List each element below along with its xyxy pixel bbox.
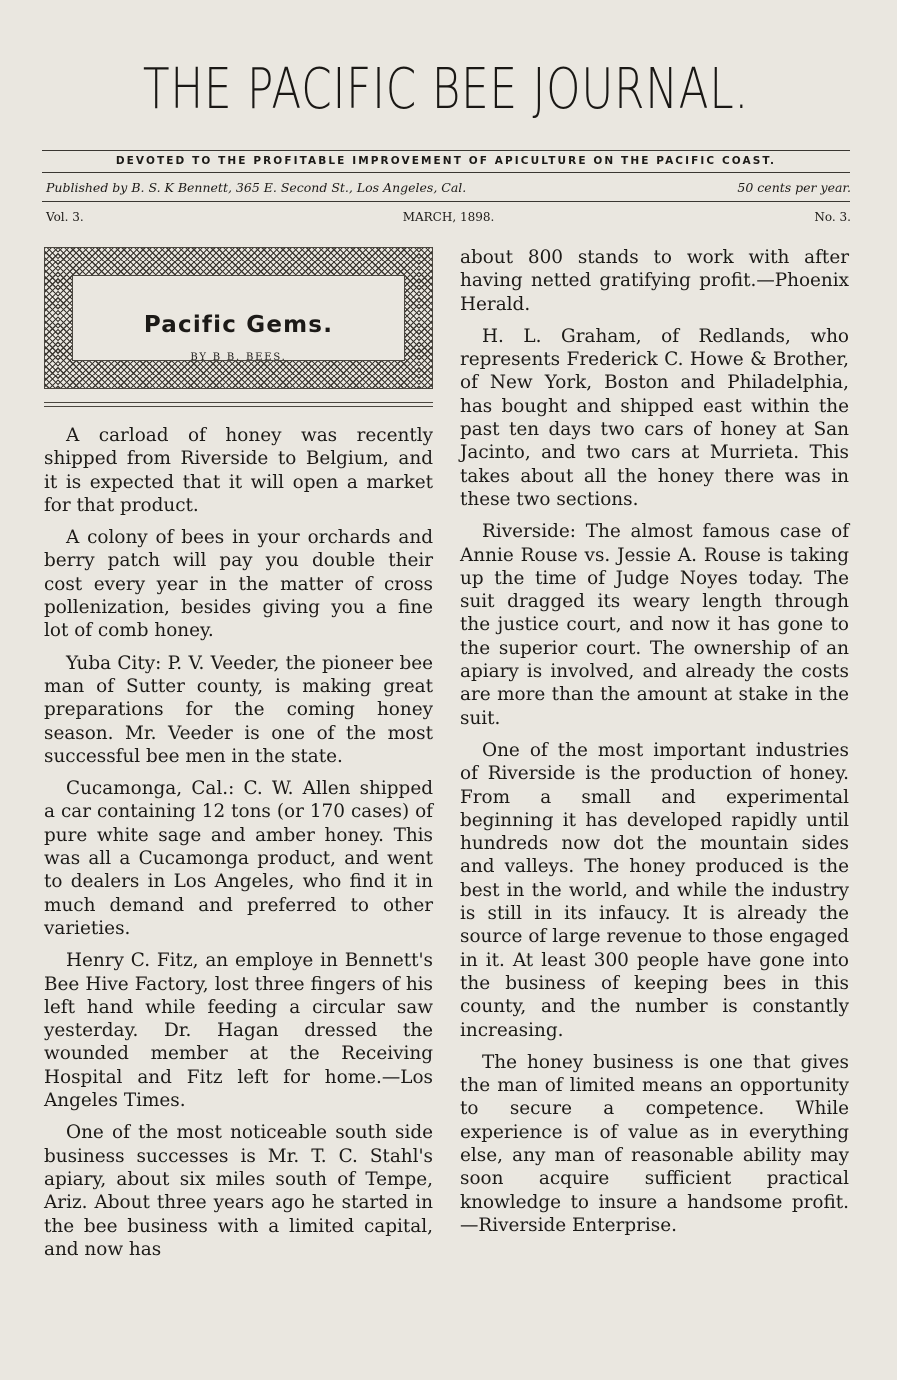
article-column-left xyxy=(44,424,433,1270)
publisher-rule xyxy=(42,201,850,202)
subscription-price: 50 cents per year. xyxy=(737,180,851,195)
paragraph: Henry C. Fitz, an employe in Bennett's Bee Hive Factory, lost three fingers of his left hand while feeding a circular saw yesterday. Dr. Hagan dressed the wounded member at the Receiving Hospital and Fitz left for home.—Los Angeles Times. xyxy=(44,950,433,1112)
paragraph: A carload of honey was recently shipped from Riverside to Belgium, and it is expected that it will open a market for that product. xyxy=(44,425,433,516)
section-ornament-frame xyxy=(44,247,433,389)
section-byline: BY B B. BEES. xyxy=(190,352,287,363)
journal-title: THE PACIFIC BEE JOURNAL. xyxy=(142,57,750,122)
section-title: Pacific Gems. xyxy=(143,312,334,338)
volume-label: Vol. 3. xyxy=(46,210,84,224)
issue-date: MARCH, 1898. xyxy=(402,210,495,224)
masthead-rule-top xyxy=(42,150,850,151)
paragraph: Yuba City: P. V. Veeder, the pioneer bee man of Sutter county, is making great preparations for the coming honey season. Mr. Veeder is one of the most successful bee men in the state. xyxy=(44,652,433,767)
section-rule-upper xyxy=(44,402,433,403)
issue-number: No. 3. xyxy=(814,210,851,224)
paragraph: H. L. Graham, of Redlands, who represents Frederick C. Howe & Brother, of New York, Boston and Philadelphia, has bought and shipped east within the past ten days two cars of honey at San Jacinto, and two cars at Murrieta. This takes about all the honey there was in these two sections. xyxy=(460,325,849,510)
publisher-line: Published by B. S. K Bennett, 365 E. Second St., Los Angeles, Cal. xyxy=(46,180,467,195)
article-column-right xyxy=(460,246,849,1246)
journal-motto: DEVOTED TO THE PROFITABLE IMPROVEMENT OF APICULTURE ON THE PACIFIC COAST. xyxy=(115,155,777,167)
paragraph-continued: about 800 stands to work with after having netted gratifying profit.—Phoenix Herald. xyxy=(460,247,849,315)
paragraph: Riverside: The almost famous case of Annie Rouse vs. Jessie A. Rouse is taking up the time of Judge Noyes today. The suit dragged its weary length through the justice court, and now it has gone to the superior court. The ownership of an apiary is involved, and already the costs are more than the amount at stake in the suit. xyxy=(460,521,849,729)
section-rule-lower xyxy=(44,406,433,407)
section-header-panel xyxy=(72,275,405,361)
motto-rule xyxy=(42,172,850,173)
paragraph: Cucamonga, Cal.: C. W. Allen shipped a car containing 12 tons (or 170 cases) of pure white sage and amber honey. This was all a Cucamonga product, and went to dealers in Los Angeles, who find it in much demand and preferred to other varieties. xyxy=(44,778,433,939)
paragraph: A colony of bees in your orchards and berry patch will pay you double their cost every year in the matter of cross pollenization, besides giving you a fine lot of comb honey. xyxy=(44,527,433,642)
paragraph: One of the most important industries of Riverside is the production of honey. From a small and experimental beginning it has developed rapidly until hundreds now dot the mountain sides and valleys. The honey produced is the best in the world, and while the industry is still in its infaucy. It is already the source of large revenue to those engaged in it. At least 300 people have gone into the business of keeping bees in this county, and the number is constantly increasing. xyxy=(460,739,849,1041)
paragraph: One of the most noticeable south side business successes is Mr. T. C. Stahl's apiary, about six miles south of Tempe, Ariz. About three years ago he started in the bee business with a limited capital, and now has xyxy=(44,1122,433,1260)
paragraph: The honey business is one that gives the man of limited means an opportunity to secure a competence. While experience is of value as in everything else, any man of reasonable ability may soon acquire sufficient practical knowledge to insure a handsome profit.—Riverside Enterprise. xyxy=(460,1051,849,1236)
